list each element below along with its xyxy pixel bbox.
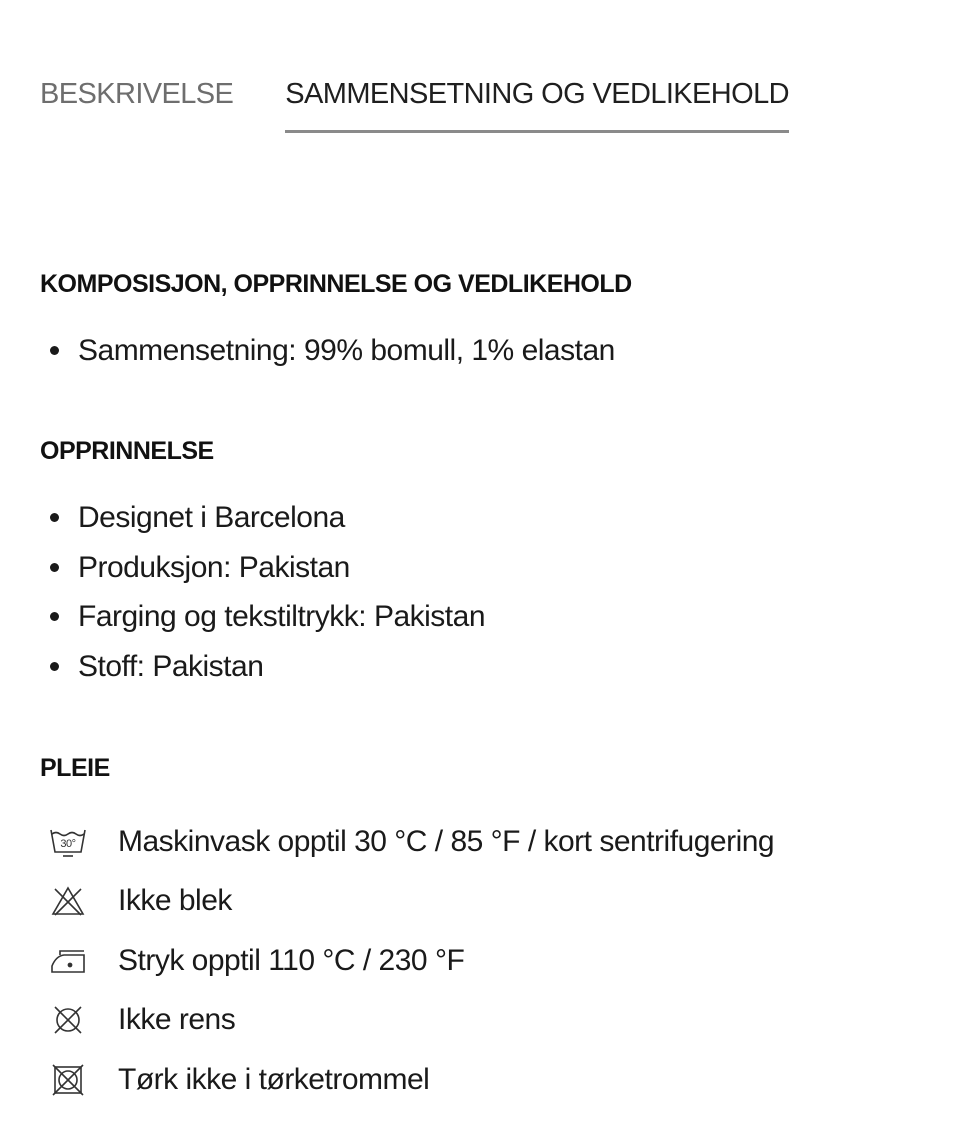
svg-text:30°: 30° xyxy=(60,837,76,850)
iron-low-icon xyxy=(40,943,96,979)
care-item: Stryk opptil 110 °C / 230 °F xyxy=(40,931,774,991)
care-heading: PLEIE xyxy=(40,754,110,782)
list-item: Farging og tekstiltrykk: Pakistan xyxy=(40,592,485,642)
origin-list xyxy=(40,493,485,691)
bullet-icon xyxy=(50,612,59,621)
list-item: Designet i Barcelona xyxy=(40,493,485,543)
bullet-icon xyxy=(50,662,59,671)
bullet-icon xyxy=(50,563,59,572)
care-item: Ikke rens xyxy=(40,991,774,1051)
tab-composition-care[interactable]: SAMMENSETNING OG VEDLIKEHOLD xyxy=(285,72,789,133)
care-item: 30° Maskinvask opptil 30 °C / 85 °F / kort sentrifugering xyxy=(40,812,774,872)
wash-30-icon xyxy=(40,824,96,860)
bullet-icon xyxy=(50,346,59,355)
bullet-icon xyxy=(50,513,59,522)
no-tumble-dry-icon xyxy=(40,1062,96,1098)
no-dry-clean-icon xyxy=(40,1002,96,1038)
tab-description[interactable]: BESKRIVELSE xyxy=(40,78,234,110)
care-item: Tørk ikke i tørketrommel xyxy=(40,1050,774,1110)
origin-heading: OPPRINNELSE xyxy=(40,437,214,465)
list-item: Produksjon: Pakistan xyxy=(40,543,485,593)
care-list xyxy=(40,812,774,1110)
composition-heading: KOMPOSISJON, OPPRINNELSE OG VEDLIKEHOLD xyxy=(40,270,632,298)
care-item: Ikke blek xyxy=(40,872,774,932)
no-bleach-icon xyxy=(40,883,96,919)
list-item: Sammensetning: 99% bomull, 1% elastan xyxy=(40,326,615,376)
composition-list xyxy=(40,326,615,376)
list-item: Stoff: Pakistan xyxy=(40,642,485,692)
tab-bar xyxy=(40,72,789,133)
